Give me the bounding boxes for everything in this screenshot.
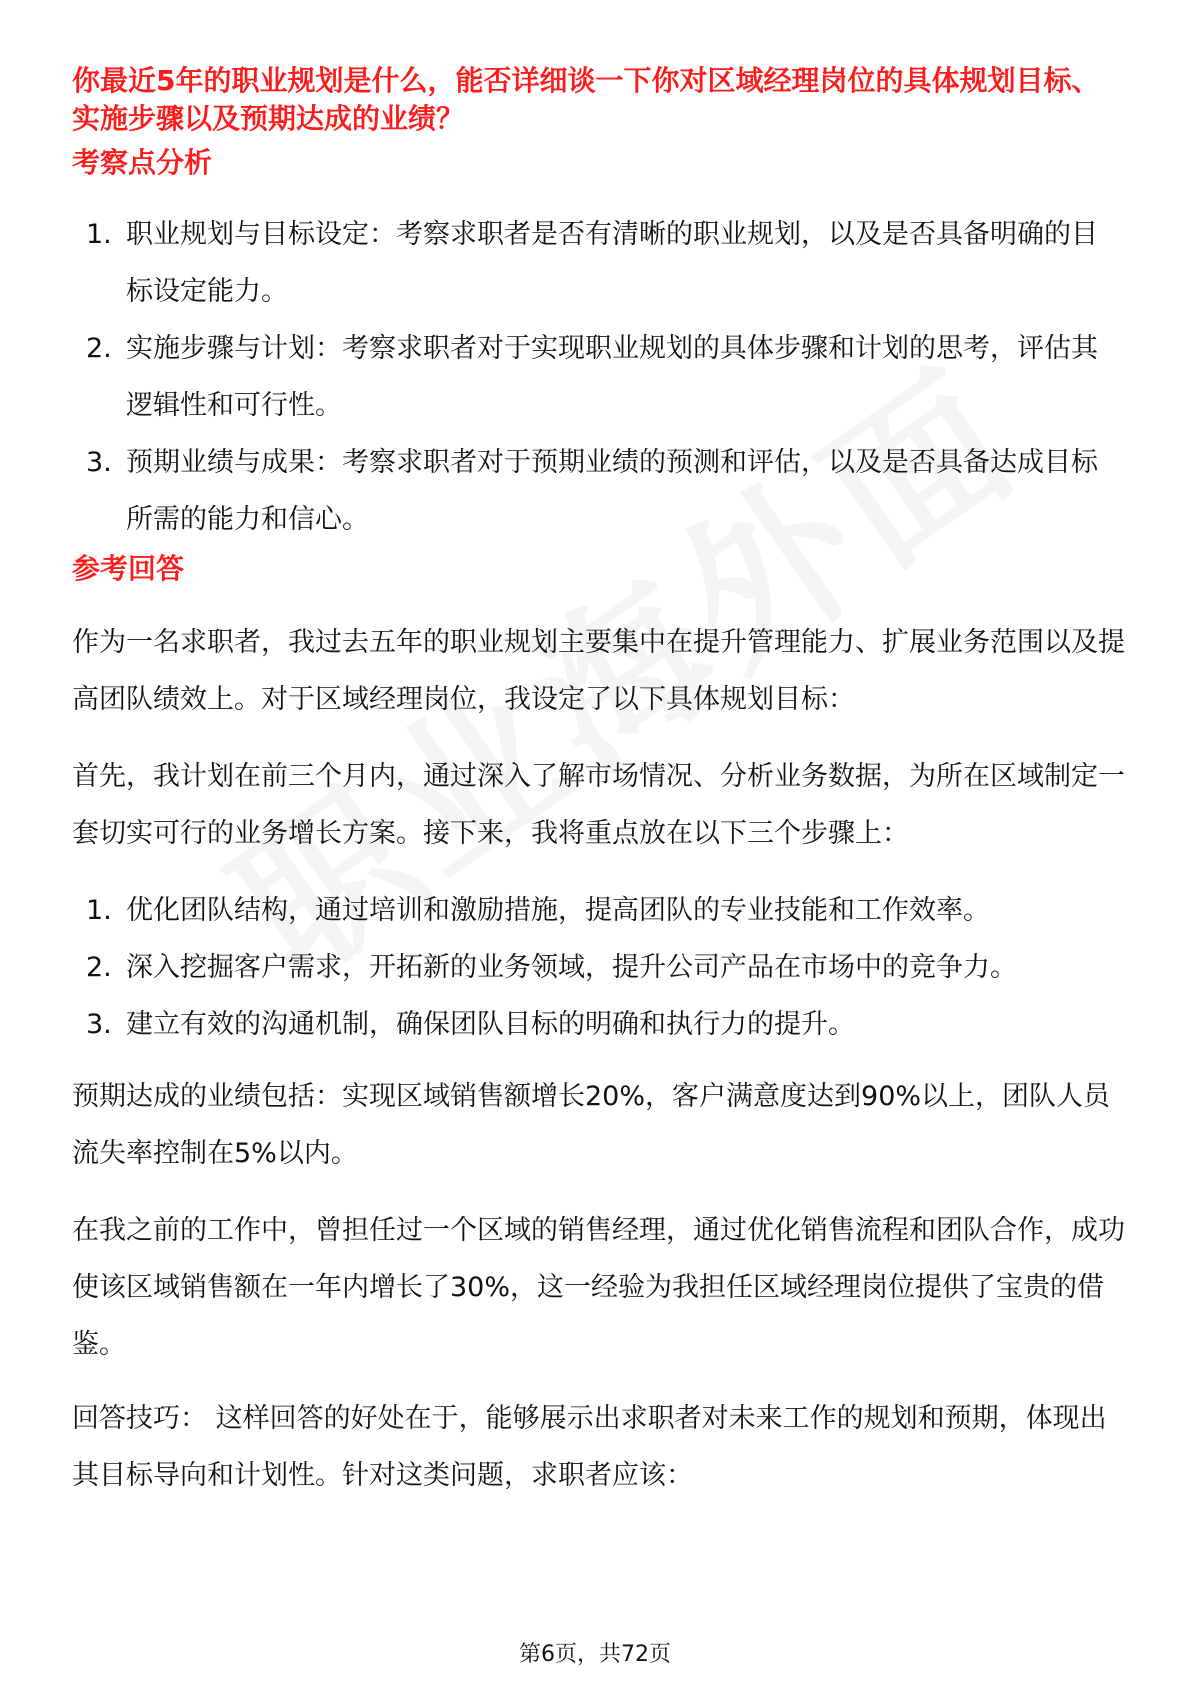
analysis-item: 1. 职业规划与目标设定：考察求职者是否有清晰的职业规划，以及是否具备明确的目标设定能力。 (86, 219, 1098, 307)
answer-paragraph-intro: 作为一名求职者，我过去五年的职业规划主要集中在提升管理能力、扩展业务范围以及提高团队绩效上。对于区域经理岗位，我设定了以下具体规划目标： (72, 627, 1125, 715)
steps-list (72, 882, 1122, 1053)
answer-paragraph-plan: 首先，我计划在前三个月内，通过深入了解市场情况、分析业务数据，为所在区域制定一套切实可行的业务增长方案。接下来，我将重点放在以下三个步骤上： (72, 761, 1125, 849)
analysis-item: 3. 预期业绩与成果：考察求职者对于预期业绩的预测和评估，以及是否具备达成目标所需的能力和信心。 (86, 447, 1098, 535)
answer-paragraph-results: 预期达成的业绩包括：实现区域销售额增长20%，客户满意度达到90%以上，团队人员流失率控制在5%以内。 (72, 1081, 1111, 1169)
answer-title: 参考回答 (72, 552, 185, 585)
question-heading: 你最近5年的职业规划是什么，能否详细谈一下你对区域经理岗位的具体规划目标、实施步骤以及预期达成的业绩？ (72, 64, 1100, 135)
step-item: 3. 建立有效的沟通机制，确保团队目标的明确和执行力的提升。 (86, 1009, 855, 1040)
step-item: 1. 优化团队结构，通过培训和激励措施，提高团队的专业技能和工作效率。 (86, 895, 990, 926)
step-item: 2. 深入挖掘客户需求，开拓新的业务领域，提升公司产品在市场中的竞争力。 (86, 952, 1017, 983)
analysis-title: 考察点分析 (72, 146, 213, 179)
answer-paragraph-experience: 在我之前的工作中，曾担任过一个区域的销售经理，通过优化销售流程和团队合作，成功使该区域销售额在一年内增长了30%，这一经验为我担任区域经理岗位提供了宝贵的借鉴。 (72, 1215, 1125, 1360)
page-number: 第6页，共72页 (519, 1642, 671, 1667)
answer-tips: 回答技巧： 这样回答的好处在于，能够展示出求职者对未来工作的规划和预期，体现出其目标导向和计划性。针对这类问题，求职者应该： (72, 1403, 1107, 1491)
analysis-item: 2. 实施步骤与计划：考察求职者对于实现职业规划的具体步骤和计划的思考，评估其逻辑性和可行性。 (86, 333, 1098, 421)
analysis-list (72, 206, 1122, 548)
